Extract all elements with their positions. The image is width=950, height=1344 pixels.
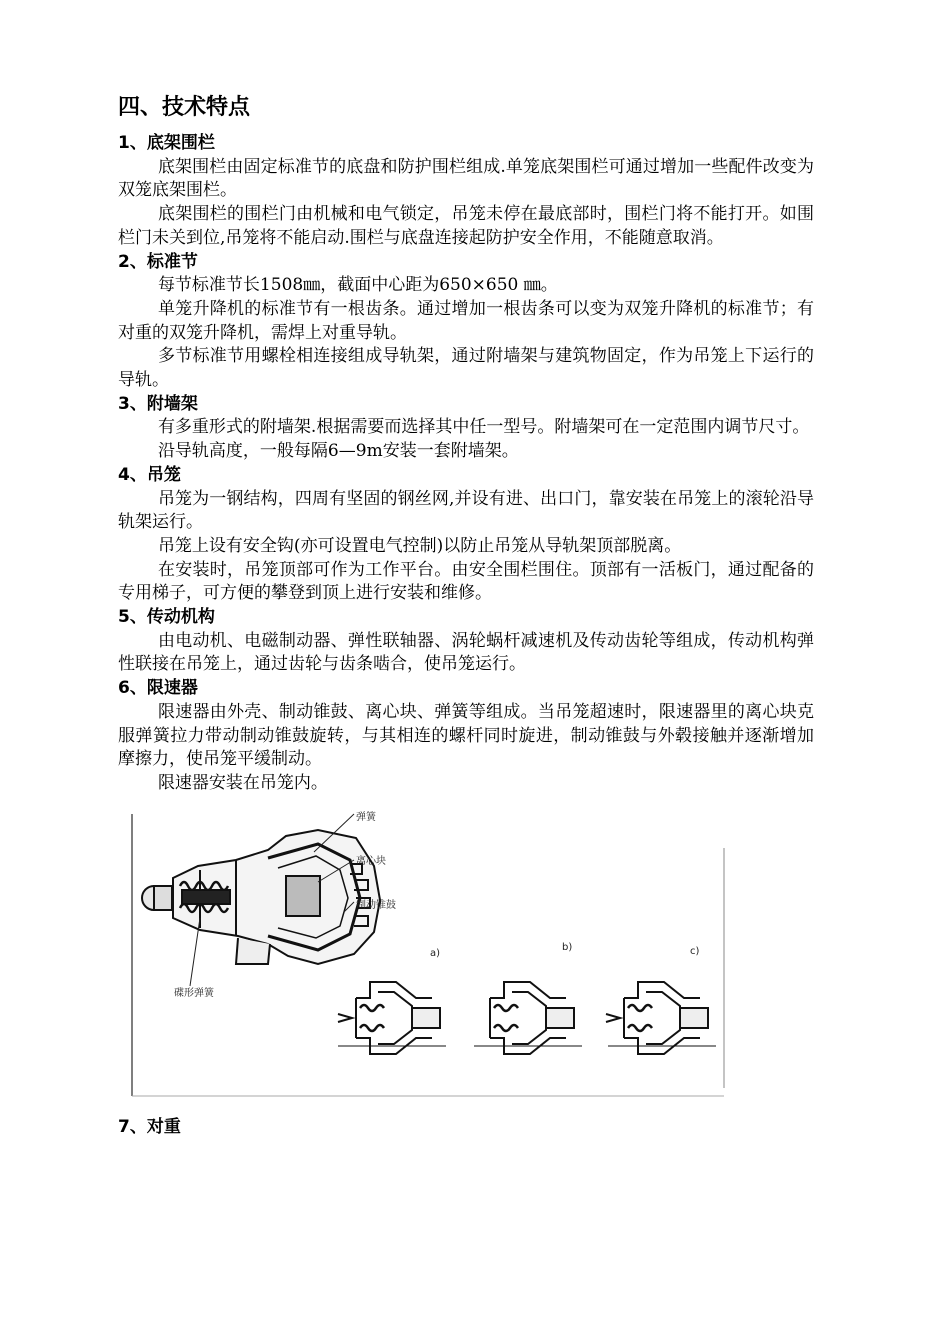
figure-label-b: b) <box>562 941 573 953</box>
variant-a-drawing <box>338 982 446 1054</box>
paragraph: 吊笼上设有安全钩(亦可设置电气控制)以防止吊笼从导轨架顶部脱离。 <box>157 535 682 556</box>
variant-b-drawing <box>474 982 582 1054</box>
figure-label-centrifugal-block: 离心块 <box>356 855 386 867</box>
speed-limiter-drawing <box>118 808 814 1100</box>
paragraph: 底架围栏由固定标准节的底盘和防护围栏组成.单笼底架围栏可通过增加一些配件改变为双笼底架围栏。 <box>118 156 814 201</box>
section-heading-6: 6、限速器 <box>118 678 198 699</box>
paragraph: 沿导轨高度，一般每隔6—9m安装一套附墙架。 <box>157 441 519 462</box>
paragraph: 在安装时，吊笼顶部可作为工作平台。由安全围栏围住。顶部有一活板门，通过配备的专用梯子，可方便的攀登到顶上进行安装和维修。 <box>118 559 814 604</box>
paragraph: 限速器由外壳、制动锥鼓、离心块、弹簧等组成。当吊笼超速时，限速器里的离心块克服弹簧拉力带动制动锥鼓旋转，与其相连的螺杆同时旋进，制动锥鼓与外毂接触并逐渐增加摩擦力，使吊笼平缓制动。 <box>118 701 814 770</box>
section-heading-4: 4、吊笼 <box>118 464 181 485</box>
document-page <box>118 92 814 1139</box>
section-heading-1: 1、底架围栏 <box>118 133 215 153</box>
section-heading-3: 3、附墙架 <box>118 393 198 414</box>
figure-label-spring: 弹簧 <box>356 811 376 823</box>
section-heading-2: 2、标准节 <box>118 251 198 272</box>
figure-label-a: a) <box>430 947 441 959</box>
speed-limiter-figure <box>118 808 814 1100</box>
paragraph: 吊笼为一钢结构，四周有坚固的钢丝网,并设有进、出口门，靠安装在吊笼上的滚轮沿导轨架运行。 <box>118 488 814 533</box>
figure-label-brake-cone: 制动锥鼓 <box>356 899 396 911</box>
section-heading-5: 5、传动机构 <box>118 607 215 628</box>
paragraph: 每节标准节长1508㎜，截面中心距为650×650 ㎜。 <box>157 275 558 296</box>
variant-c-drawing <box>606 982 716 1054</box>
page-title: 四、技术特点 <box>118 95 251 120</box>
section-heading-7: 7、对重 <box>118 1116 181 1137</box>
paragraph: 限速器安装在吊笼内。 <box>157 772 328 793</box>
paragraph: 由电动机、电磁制动器、弹性联轴器、涡轮蜗杆减速机及传动齿轮等组成，传动机构弹性联接在吊笼上，通过齿轮与齿条啮合，使吊笼运行。 <box>118 630 814 675</box>
figure-label-c: c) <box>690 945 700 957</box>
paragraph: 多节标准节用螺栓相连接组成导轨架，通过附墙架与建筑物固定，作为吊笼上下运行的导轨。 <box>118 346 814 391</box>
main-assembly-drawing <box>142 830 380 964</box>
paragraph: 有多重形式的附墙架.根据需要而选择其中任一型号。附墙架可在一定范围内调节尺寸。 <box>157 417 810 438</box>
paragraph: 底架围栏的围栏门由机械和电气锁定，吊笼未停在最底部时，围栏门将不能打开。如围栏门未关到位,吊笼将不能启动.围栏与底盘连接起防护安全作用，不能随意取消。 <box>118 204 814 248</box>
paragraph: 单笼升降机的标准节有一根齿条。通过增加一根齿条可以变为双笼升降机的标准节；有对重的双笼升降机，需焊上对重导轨。 <box>118 298 814 343</box>
figure-label-disc-spring: 碟形弹簧 <box>174 987 214 999</box>
